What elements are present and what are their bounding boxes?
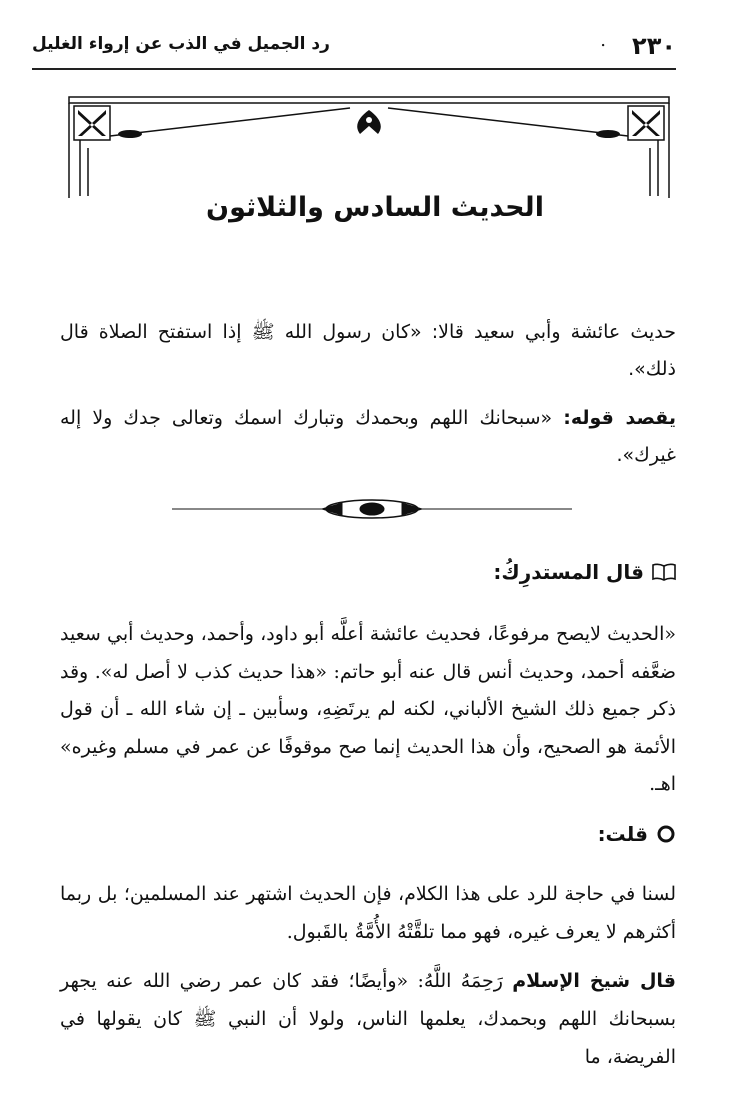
section-heading-reply: [598, 822, 676, 846]
section-title-critic: قال المستدرِكُ:: [493, 560, 644, 584]
book-icon: [652, 562, 676, 582]
section-heading-critic: [493, 560, 676, 584]
intent-text: «سبحانك اللهم وبحمدك وتبارك اسمك وتعالى جدك ولا إله غيرك».: [60, 407, 676, 466]
section-title-reply: قلت:: [597, 822, 648, 846]
header-dot: .: [600, 30, 606, 51]
page-number: ٢٣٠: [632, 32, 676, 60]
shaykh-quote-text: رَحِمَهُ اللَّهُ: «وأيضًا؛ فقد كان عمر رضي الله عنه يجهر بسبحانك اللهم وبحمدك، يعلمها الناس، ولولا أن النبي ﷺ كان يقولها في الفريضة، ما: [60, 970, 676, 1068]
book-title: رد الجميل في الذب عن إرواء الغليل: [32, 34, 330, 54]
chapter-title: الحديث السادس والثلاثون: [206, 192, 544, 223]
reply-paragraph: لسنا في حاجة للرد على هذا الكلام، فإن الحديث اشتهر عند المسلمين؛ بل ربما أكثرهم لا يعرف غيره، فهو مما تلقَّتْهُ الأُمَّةُ بالقَبول.: [60, 883, 676, 943]
shaykh-label: قال شيخ الإسلام: [512, 970, 676, 992]
intent-label: يقصد قوله:: [563, 407, 676, 429]
ibn-taymiyyah-quote: [60, 962, 676, 1076]
paragraph-intent: [60, 400, 676, 474]
running-header: [32, 28, 676, 70]
circle-icon: [656, 824, 676, 844]
divider-ornament: [172, 494, 572, 524]
ornamental-frame: [68, 96, 670, 200]
paragraph-hadith: حديث عائشة وأبي سعيد قالا: «كان رسول الله ﷺ إذا استفتح الصلاة قال ذلك».: [60, 321, 676, 380]
quoted-critique: «الحديث لايصح مرفوعًا، فحديث عائشة أعلَّه أبو داود، وأحمد، وحديث أبي سعيد ضعَّفه أحمد، وحديث أنس قال عنه أبو حاتم: «هذا حديث كذب لا أصل له». وقد ذكر جميع ذلك الشيخ الألباني، لكنه لم يرتَضِهِ، وسأبين ـ إن شاء الله ـ أن قول الأئمة هو الصحيح، وأن هذا الحديث إنما صح موقوفًا عن عمر في مسلم وغيره» اهـ.: [60, 623, 676, 795]
